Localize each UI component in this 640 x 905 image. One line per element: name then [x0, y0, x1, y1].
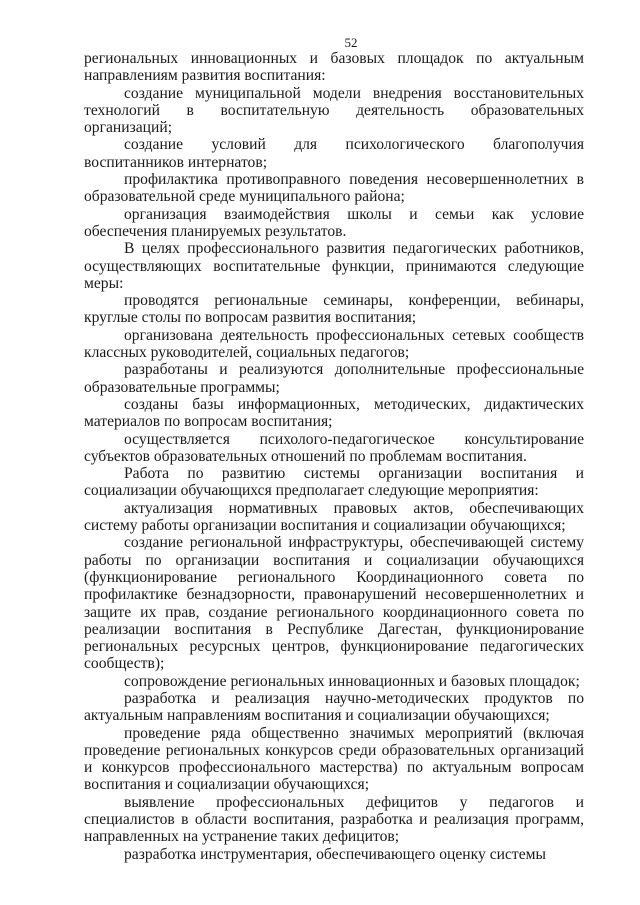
- list-item: проводятся региональные семинары, конференции, вебинары, круглые столы по вопросам развития воспитания;: [84, 292, 584, 327]
- list-item: созданы базы информационных, методических, дидактических материалов по вопросам воспитания;: [84, 395, 584, 431]
- paragraph: Работа по развитию системы организации воспитания и социализации обучающихся предполагает следующие мероприятия:: [84, 465, 584, 500]
- list-item: осуществляется психолого-педагогическое консультирование субъектов образовательных отношений по проблемам воспитания.: [84, 430, 584, 465]
- list-item: разработаны и реализуются дополнительные профессиональные образовательные программы;: [84, 361, 584, 396]
- list-item: проведение ряда общественно значимых мероприятий (включая проведение региональных конкурсов среди образовательных организаций и конкурсов профессионального мастерства) по актуальным вопросам воспитания и социализации обучающихся;: [84, 724, 584, 794]
- list-item: выявление профессиональных дефицитов у педагогов и специалистов в области воспитания, разработка и реализация программ, направленных на устранение таких дефицитов;: [84, 793, 584, 846]
- list-item: актуализация нормативных правовых актов, обеспечивающих систему работы организации воспитания и социализации обучающихся;: [84, 499, 584, 535]
- list-item: создание региональной инфраструктуры, обеспечивающей систему работы по организации воспитания и социализации обучающихся (функционирование регионального Координационного совета по профилактике безнадзорности, правонарушений несовершеннолетних и защите их прав, создание регионального координационного совета по реализации воспитания в Республике Дагестан, функционирование региональных ресурсных центров, функционирование педагогических сообществ);: [84, 534, 584, 673]
- body-text: [84, 50, 584, 863]
- paragraph: В целях профессионального развития педагогических работников, осуществляющих воспитательные функции, принимаются следующие меры:: [84, 240, 584, 292]
- list-item: создание условий для психологического благополучия воспитанников интернатов;: [84, 136, 584, 171]
- list-item: создание муниципальной модели внедрения восстановительных технологий в воспитательную деятельность образовательных организаций;: [84, 84, 584, 137]
- list-item: разработка инструментария, обеспечивающего оценку системы: [124, 845, 546, 863]
- list-item: разработка и реализация научно-методических продуктов по актуальным направлениям воспитания и социализации обучающихся;: [84, 689, 584, 725]
- list-item: профилактика противоправного поведения несовершеннолетних в образовательной среде муниципального района;: [84, 171, 584, 206]
- list-item: сопровождение региональных инновационных и базовых площадок;: [124, 672, 580, 690]
- list-item: организована деятельность профессиональных сетевых сообществ классных руководителей, социальных педагогов;: [84, 326, 584, 362]
- list-item: организация взаимодействия школы и семьи как условие обеспечения планируемых результатов.: [84, 205, 584, 240]
- page-number: 52: [344, 35, 358, 50]
- paragraph-continuation: региональных инновационных и базовых площадок по актуальным направлениям развития воспитания:: [84, 50, 584, 85]
